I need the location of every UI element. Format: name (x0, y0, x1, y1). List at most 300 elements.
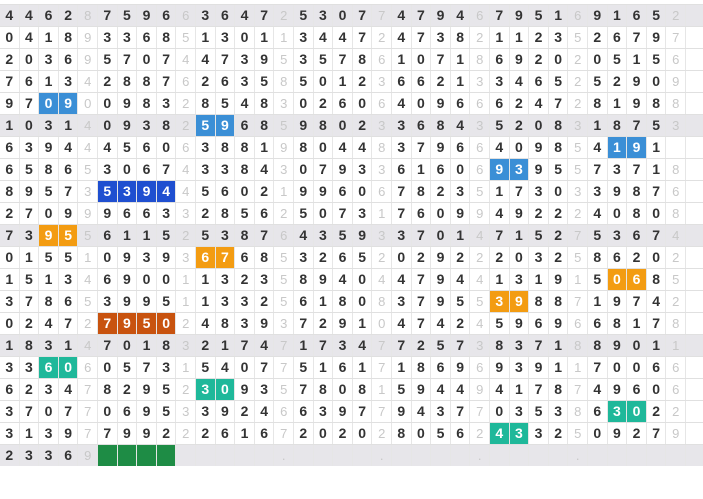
grid-cell: 2 (196, 71, 216, 92)
highlighted-cell: 0 (157, 313, 177, 334)
grid-cell: 6 (176, 137, 196, 158)
grid-cell: 2 (235, 269, 255, 290)
grid-cell: 3 (314, 5, 334, 26)
grid-row (0, 4, 703, 26)
grid-cell: 6 (451, 423, 471, 444)
grid-cell: 9 (608, 423, 628, 444)
grid-cell: 7 (451, 335, 471, 356)
grid-cell: 9 (78, 445, 98, 466)
grid-cell: 4 (353, 137, 373, 158)
grid-cell: 6 (333, 357, 353, 378)
grid-cell: 0 (235, 181, 255, 202)
grid-cell: 7 (568, 291, 588, 312)
grid-cell: 9 (118, 115, 138, 136)
grid-row (0, 26, 703, 48)
grid-cell: 5 (451, 291, 471, 312)
grid-cell: 0 (627, 357, 647, 378)
grid-cell: 1 (353, 357, 373, 378)
grid-cell: 7 (0, 225, 20, 246)
grid-cell: 8 (627, 181, 647, 202)
grid-cell: 6 (118, 401, 138, 422)
highlighted-cell (137, 445, 157, 466)
grid-cell: 3 (39, 335, 59, 356)
highlighted-cell: 6 (627, 269, 647, 290)
grid-cell: 0 (78, 93, 98, 114)
grid-cell: 3 (568, 181, 588, 202)
grid-row (0, 158, 703, 180)
grid-cell: . (274, 445, 294, 466)
grid-cell: 6 (647, 357, 667, 378)
grid-cell: 2 (333, 423, 353, 444)
grid-cell: 3 (59, 269, 79, 290)
grid-cell: 9 (118, 93, 138, 114)
grid-cell: 0 (294, 93, 314, 114)
grid-cell: 1 (196, 291, 216, 312)
grid-cell: 3 (235, 313, 255, 334)
grid-cell: 1 (549, 335, 569, 356)
grid-cell: 1 (490, 181, 510, 202)
grid-cell: 6 (490, 49, 510, 70)
grid-cell: 2 (20, 379, 40, 400)
grid-cell: 3 (274, 159, 294, 180)
grid-cell: 5 (78, 225, 98, 246)
grid-cell: 3 (372, 225, 392, 246)
grid-cell: 2 (647, 401, 667, 422)
grid-cell: 3 (294, 27, 314, 48)
grid-cell: 3 (98, 159, 118, 180)
grid-cell: 8 (666, 203, 686, 224)
grid-cell: 3 (274, 93, 294, 114)
grid-cell: 2 (549, 225, 569, 246)
grid-cell: 5 (157, 379, 177, 400)
grid-cell: 9 (666, 71, 686, 92)
grid-cell: 0 (372, 313, 392, 334)
grid-cell: 1 (588, 291, 608, 312)
grid-cell: 5 (392, 379, 412, 400)
grid-cell: 5 (529, 401, 549, 422)
grid-cell: 3 (274, 313, 294, 334)
grid-cell: 6 (529, 71, 549, 92)
grid-cell: 4 (20, 27, 40, 48)
grid-cell: 6 (568, 5, 588, 26)
grid-cell: 6 (137, 159, 157, 180)
grid-cell: 5 (274, 115, 294, 136)
grid-cell: 7 (353, 27, 373, 48)
grid-cell: 7 (529, 335, 549, 356)
grid-cell: 8 (666, 313, 686, 334)
grid-cell: 3 (372, 159, 392, 180)
grid-cell: 0 (353, 93, 373, 114)
grid-cell: 3 (176, 401, 196, 422)
grid-cell: 6 (216, 5, 236, 26)
grid-cell: 6 (98, 269, 118, 290)
grid-cell: 5 (118, 5, 138, 26)
grid-cell: 6 (372, 93, 392, 114)
grid-row (0, 136, 703, 158)
grid-cell: 1 (235, 423, 255, 444)
grid-cell: 6 (118, 203, 138, 224)
grid-cell: 7 (647, 225, 667, 246)
grid-cell: 4 (78, 335, 98, 356)
grid-cell: 6 (490, 93, 510, 114)
grid-cell: 9 (529, 357, 549, 378)
grid-cell: 6 (666, 181, 686, 202)
grid-cell: 9 (118, 423, 138, 444)
grid-cell: 9 (431, 137, 451, 158)
grid-cell: 1 (353, 313, 373, 334)
grid-row (0, 400, 703, 422)
grid-cell: 3 (176, 335, 196, 356)
grid-cell: 5 (274, 247, 294, 268)
grid-cell: 9 (98, 203, 118, 224)
grid-cell: 9 (314, 269, 334, 290)
grid-cell: 2 (294, 423, 314, 444)
grid-cell: 3 (0, 423, 20, 444)
grid-cell: 3 (20, 445, 40, 466)
grid-cell: 9 (549, 313, 569, 334)
grid-cell: 0 (137, 49, 157, 70)
grid-cell: . (568, 445, 588, 466)
grid-cell: 9 (392, 401, 412, 422)
grid-cell: 9 (451, 203, 471, 224)
grid-cell (529, 445, 549, 466)
grid-cell: 5 (78, 159, 98, 180)
highlighted-cell: 6 (196, 247, 216, 268)
grid-cell: 1 (59, 335, 79, 356)
highlighted-cell: 3 (118, 181, 138, 202)
grid-cell: 7 (529, 379, 549, 400)
grid-cell: 5 (647, 49, 667, 70)
grid-cell: 6 (588, 401, 608, 422)
grid-cell: 2 (627, 423, 647, 444)
grid-cell: 4 (235, 5, 255, 26)
grid-cell: 3 (470, 115, 490, 136)
grid-cell: 2 (568, 93, 588, 114)
grid-cell: 3 (216, 225, 236, 246)
grid-cell: 7 (274, 357, 294, 378)
grid-cell: 8 (235, 159, 255, 180)
highlighted-cell: 3 (608, 401, 628, 422)
grid-cell: 0 (98, 357, 118, 378)
grid-cell: 2 (431, 71, 451, 92)
grid-cell: 4 (216, 357, 236, 378)
grid-cell: 4 (176, 49, 196, 70)
grid-cell: 4 (78, 71, 98, 92)
grid-cell: 2 (314, 93, 334, 114)
grid-cell: 5 (314, 49, 334, 70)
grid-cell: 9 (431, 247, 451, 268)
grid-cell: 1 (314, 291, 334, 312)
grid-cell: 7 (78, 379, 98, 400)
grid-cell: 2 (510, 115, 530, 136)
grid-cell: 3 (20, 357, 40, 378)
grid-cell (647, 445, 667, 466)
grid-cell: 1 (510, 225, 530, 246)
grid-cell: 3 (392, 291, 412, 312)
grid-cell: 6 (333, 181, 353, 202)
grid-cell: 7 (157, 159, 177, 180)
grid-cell (627, 445, 647, 466)
grid-cell: 9 (353, 225, 373, 246)
grid-cell: 9 (137, 423, 157, 444)
grid-cell: 5 (59, 247, 79, 268)
grid-cell: 4 (392, 269, 412, 290)
grid-cell: 8 (353, 49, 373, 70)
grid-cell: 0 (314, 137, 334, 158)
grid-cell: 6 (372, 49, 392, 70)
grid-cell: 3 (216, 159, 236, 180)
grid-cell: 5 (294, 203, 314, 224)
grid-cell: 2 (412, 335, 432, 356)
grid-cell: 2 (274, 5, 294, 26)
grid-cell: 8 (157, 115, 177, 136)
grid-row (0, 312, 703, 334)
grid-cell: 3 (196, 159, 216, 180)
grid-cell: 6 (235, 115, 255, 136)
grid-cell: 7 (314, 159, 334, 180)
grid-cell: 6 (176, 71, 196, 92)
grid-cell: 0 (118, 159, 138, 180)
grid-cell: 1 (118, 225, 138, 246)
grid-cell: 1 (255, 137, 275, 158)
grid-cell: 0 (431, 225, 451, 246)
grid-cell: 0 (588, 423, 608, 444)
grid-cell: 7 (412, 291, 432, 312)
grid-cell: 4 (59, 137, 79, 158)
grid-cell: 2 (255, 181, 275, 202)
grid-cell: 1 (647, 159, 667, 180)
grid-cell: 9 (608, 335, 628, 356)
grid-cell: 1 (176, 357, 196, 378)
grid-cell: 0 (431, 203, 451, 224)
grid-cell: 8 (294, 269, 314, 290)
grid-cell: 5 (118, 357, 138, 378)
grid-cell: 5 (78, 291, 98, 312)
grid-cell: 6 (412, 71, 432, 92)
grid-cell: 3 (529, 423, 549, 444)
grid-cell: 3 (196, 137, 216, 158)
grid-cell: 5 (274, 379, 294, 400)
grid-cell: 5 (196, 225, 216, 246)
grid-cell: 2 (176, 93, 196, 114)
grid-cell: 5 (157, 291, 177, 312)
grid-cell: 3 (216, 291, 236, 312)
highlighted-cell: 4 (157, 181, 177, 202)
grid-cell: 0 (412, 423, 432, 444)
grid-cell: 7 (470, 401, 490, 422)
grid-cell: 4 (510, 71, 530, 92)
grid-cell: 6 (666, 379, 686, 400)
grid-cell: 4 (78, 269, 98, 290)
grid-cell: 6 (39, 5, 59, 26)
grid-cell: 1 (39, 269, 59, 290)
grid-cell: 6 (529, 313, 549, 334)
grid-cell: 7 (412, 313, 432, 334)
grid-cell: 7 (412, 5, 432, 26)
grid-cell: 5 (98, 49, 118, 70)
grid-cell: 9 (470, 379, 490, 400)
grid-cell: 2 (372, 247, 392, 268)
grid-cell: 5 (431, 335, 451, 356)
grid-cell: 8 (78, 5, 98, 26)
grid-cell: 9 (20, 181, 40, 202)
grid-cell: 5 (176, 27, 196, 48)
grid-cell: 1 (647, 335, 667, 356)
grid-cell: 8 (39, 291, 59, 312)
grid-cell: 3 (294, 49, 314, 70)
grid-cell: 9 (274, 137, 294, 158)
grid-cell: 3 (0, 401, 20, 422)
grid-cell (353, 445, 373, 466)
grid-cell: 4 (255, 335, 275, 356)
grid-cell: 9 (490, 357, 510, 378)
grid-cell: 1 (510, 27, 530, 48)
grid-cell: 7 (372, 335, 392, 356)
grid-cell: 0 (333, 115, 353, 136)
grid-cell: 6 (627, 379, 647, 400)
grid-cell: 9 (647, 27, 667, 48)
grid-cell: 1 (39, 27, 59, 48)
grid-cell (412, 445, 432, 466)
grid-cell: 8 (549, 291, 569, 312)
grid-cell: 8 (216, 203, 236, 224)
highlighted-cell (157, 445, 177, 466)
grid-cell: 0 (157, 269, 177, 290)
grid-cell: 3 (39, 379, 59, 400)
grid-cell: 4 (98, 137, 118, 158)
grid-cell: 8 (157, 335, 177, 356)
grid-cell: 7 (235, 335, 255, 356)
grid-cell: 6 (255, 203, 275, 224)
grid-cell: 4 (431, 379, 451, 400)
grid-cell: 4 (255, 401, 275, 422)
grid-cell: 4 (294, 225, 314, 246)
grid-cell: 9 (608, 379, 628, 400)
grid-cell: 2 (314, 313, 334, 334)
grid-cell: 3 (216, 269, 236, 290)
highlighted-cell: 5 (98, 181, 118, 202)
highlighted-cell: 0 (627, 401, 647, 422)
grid-cell: 8 (470, 49, 490, 70)
grid-cell: 6 (470, 5, 490, 26)
grid-cell: 4 (59, 379, 79, 400)
grid-cell: 6 (470, 137, 490, 158)
grid-cell: 6 (451, 137, 471, 158)
grid-cell: 9 (235, 379, 255, 400)
grid-cell: 6 (216, 181, 236, 202)
grid-cell: 5 (157, 225, 177, 246)
grid-cell: 0 (608, 203, 628, 224)
grid-cell: 1 (39, 71, 59, 92)
grid-cell: 4 (0, 5, 20, 26)
grid-cell: 7 (588, 159, 608, 180)
grid-cell: 3 (176, 203, 196, 224)
grid-cell: 3 (20, 137, 40, 158)
grid-cell (431, 445, 451, 466)
grid-cell: 8 (20, 335, 40, 356)
grid-cell: 5 (39, 247, 59, 268)
grid-cell: 2 (666, 247, 686, 268)
grid-cell: 0 (294, 159, 314, 180)
grid-cell: 0 (549, 49, 569, 70)
grid-cell: 2 (157, 423, 177, 444)
grid-cell: 9 (333, 401, 353, 422)
grid-cell: 8 (392, 423, 412, 444)
grid-cell: 4 (392, 313, 412, 334)
grid-cell: 5 (333, 225, 353, 246)
highlighted-cell: 0 (59, 357, 79, 378)
grid-row (0, 180, 703, 202)
grid-cell: 6 (137, 27, 157, 48)
grid-cell (451, 445, 471, 466)
grid-cell: 3 (470, 335, 490, 356)
grid-cell: 0 (157, 137, 177, 158)
grid-cell: 1 (333, 71, 353, 92)
grid-cell: 9 (294, 181, 314, 202)
grid-cell: 7 (59, 401, 79, 422)
grid-cell: 2 (274, 203, 294, 224)
grid-cell: 7 (568, 379, 588, 400)
grid-cell: 1 (372, 203, 392, 224)
grid-cell: 3 (568, 115, 588, 136)
grid-cell: 3 (470, 71, 490, 92)
grid-cell: 6 (216, 423, 236, 444)
grid-cell: 0 (529, 115, 549, 136)
grid-cell: 6 (0, 379, 20, 400)
grid-cell: 5 (196, 357, 216, 378)
grid-cell: 7 (20, 291, 40, 312)
grid-cell: 6 (59, 159, 79, 180)
grid-cell: 7 (20, 93, 40, 114)
grid-cell: 0 (549, 181, 569, 202)
grid-cell: 6 (412, 203, 432, 224)
grid-cell: 6 (431, 159, 451, 180)
grid-cell: . (470, 445, 490, 466)
highlighted-cell (118, 445, 138, 466)
grid-cell: 0 (98, 93, 118, 114)
grid-cell: 0 (235, 27, 255, 48)
grid-cell: 8 (314, 379, 334, 400)
grid-cell: 9 (137, 401, 157, 422)
grid-cell (666, 445, 686, 466)
grid-cell: 2 (314, 247, 334, 268)
grid-cell: 9 (157, 247, 177, 268)
grid-cell: 8 (235, 225, 255, 246)
grid-cell: 1 (549, 5, 569, 26)
grid-cell (176, 445, 196, 466)
highlighted-cell: 0 (216, 379, 236, 400)
grid-cell: 9 (78, 203, 98, 224)
grid-cell: 5 (353, 247, 373, 268)
grid-cell: 7 (20, 203, 40, 224)
grid-cell: 7 (627, 27, 647, 48)
grid-cell: 3 (314, 401, 334, 422)
grid-cell (510, 445, 530, 466)
grid-cell: 8 (412, 181, 432, 202)
grid-cell: 3 (666, 115, 686, 136)
grid-cell: 2 (0, 445, 20, 466)
grid-cell: 9 (431, 93, 451, 114)
grid-cell: 5 (529, 5, 549, 26)
grid-cell: 7 (412, 269, 432, 290)
grid-cell: 1 (0, 115, 20, 136)
grid-cell: 4 (451, 115, 471, 136)
grid-cell: 2 (490, 247, 510, 268)
grid-cell: 1 (20, 423, 40, 444)
grid-cell: 6 (666, 49, 686, 70)
grid-cell: 1 (216, 335, 236, 356)
grid-cell: 4 (196, 49, 216, 70)
